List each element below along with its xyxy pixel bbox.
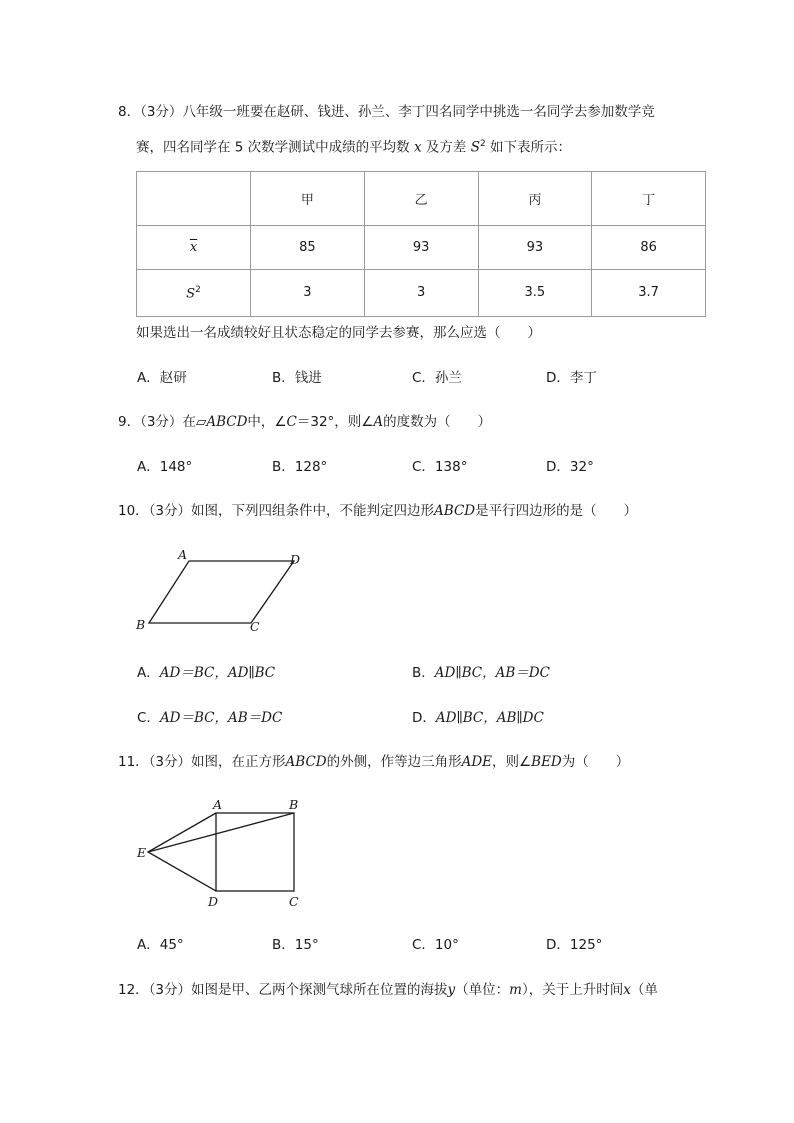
vertex-label-a: A	[178, 547, 188, 562]
table-row-mean	[137, 226, 706, 270]
vertex-label-c: C	[250, 619, 260, 634]
q9-stem: 9．（3分）在▱ABCD中，∠C＝32°，则∠A的度数为（ ）	[118, 414, 492, 430]
vertex-label-d: D	[208, 894, 219, 909]
q8-option-d[interactable]: D．李丁	[546, 370, 597, 386]
q11-option-c[interactable]: C．10°	[412, 937, 459, 953]
table-header-cell: 丁	[592, 172, 706, 226]
q9-option-d[interactable]: D．32°	[546, 459, 594, 475]
table-cell: 93	[478, 226, 592, 270]
q8-option-b[interactable]: B．钱进	[272, 370, 322, 386]
table-row-label: $\overline{x}$	[137, 226, 251, 270]
table-header-cell	[137, 172, 251, 226]
table-header-row	[137, 172, 706, 226]
q10-option-d[interactable]: D．AD∥BC，AB∥DC	[412, 710, 544, 726]
table-cell: 3	[251, 269, 365, 316]
q12-stem: 12．（3分）如图是甲、乙两个探测气球所在位置的海拔y（单位：m），关于上升时间x（单	[118, 982, 658, 998]
q10-option-b[interactable]: B．AD∥BC，AB＝DC	[412, 665, 550, 681]
q8-option-c[interactable]: C．孙兰	[412, 370, 462, 386]
q11-square-triangle-figure	[130, 793, 330, 913]
q11-option-a[interactable]: A．45°	[137, 937, 184, 953]
table-cell: 86	[592, 226, 706, 270]
q10-parallelogram-figure	[130, 540, 330, 640]
q9-option-b[interactable]: B．128°	[272, 459, 328, 475]
q9-option-c[interactable]: C．138°	[412, 459, 468, 475]
q10-option-c[interactable]: C．AD＝BC，AB＝DC	[137, 710, 283, 726]
vertex-label-b: B	[289, 797, 299, 812]
vertex-label-d: D	[290, 552, 301, 567]
vertex-label-a: A	[213, 797, 223, 812]
triangle-ade-sides	[148, 813, 216, 891]
table-header-cell: 乙	[364, 172, 478, 226]
vertex-label-b: B	[136, 617, 146, 632]
table-row-label: $S^2$	[137, 269, 251, 316]
parallelogram-shape	[149, 561, 294, 623]
square-abcd	[216, 813, 294, 891]
table-row-variance	[137, 269, 706, 316]
parallelogram-symbol: ▱	[195, 414, 207, 430]
vertex-label-e: E	[137, 845, 147, 860]
q11-option-b[interactable]: B．15°	[272, 937, 319, 953]
table-cell: 3.7	[592, 269, 706, 316]
q8-line2: 赛，四名同学在 5 次数学测试中成绩的平均数 x 及方差 $S^2$ 如下表所示：	[136, 139, 571, 156]
table-header-cell: 丙	[478, 172, 592, 226]
q8-option-a[interactable]: A．赵研	[137, 370, 187, 386]
table-cell: 85	[251, 226, 365, 270]
table-cell: 3.5	[478, 269, 592, 316]
q11-option-d[interactable]: D．125°	[546, 937, 603, 953]
q8-stats-table	[136, 171, 706, 317]
q8-line1: 8．（3分）八年级一班要在赵研、钱进、孙兰、李丁四名同学中挑选一名同学去参加数学竞	[118, 104, 655, 120]
q11-stem: 11．（3分）如图，在正方形ABCD的外侧，作等边三角形ADE，则∠BED为（ ）	[118, 754, 630, 770]
q8-question: 如果选出一名成绩较好且状态稳定的同学去参赛，那么应选（ ）	[136, 325, 541, 341]
q10-option-a[interactable]: A．AD＝BC，AD∥BC	[137, 665, 276, 681]
q10-stem: 10．（3分）如图，下列四组条件中，不能判定四边形ABCD是平行四边形的是（ ）	[118, 503, 638, 519]
table-cell: 3	[364, 269, 478, 316]
table-header-cell: 甲	[251, 172, 365, 226]
table-cell: 93	[364, 226, 478, 270]
q9-option-a[interactable]: A．148°	[137, 459, 193, 475]
vertex-label-c: C	[289, 894, 299, 909]
segment-be	[148, 813, 294, 852]
